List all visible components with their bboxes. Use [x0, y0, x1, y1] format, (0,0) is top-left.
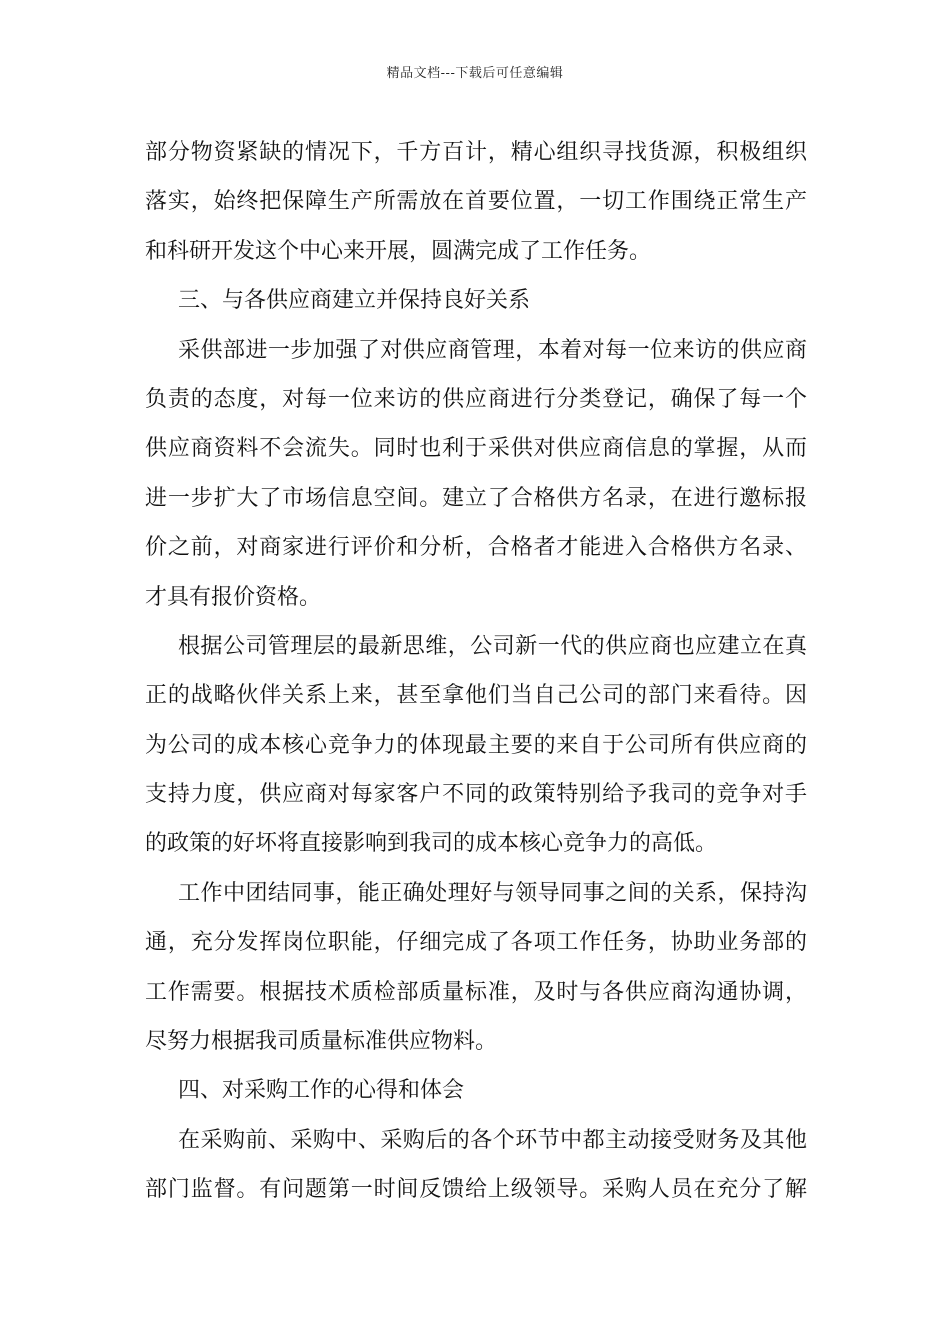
text-line: 价之前，对商家进行评价和分析，合格者才能进入合格供方名录、: [145, 535, 807, 561]
text-line: 在采购前、采购中、采购后的各个环节中都主动接受财务及其他: [178, 1127, 807, 1153]
page-header: 精品文档---下载后可任意编辑: [386, 66, 564, 81]
text-line: 尽努力根据我司质量标准供应物料。: [145, 1029, 498, 1055]
paragraph-supplier-management: [145, 326, 807, 622]
text-line: 部门监督。有问题第一时间反馈给上级领导。采购人员在充分了解: [145, 1177, 807, 1203]
section-heading-four: [145, 1066, 807, 1115]
text-line: 供应商资料不会流失。同时也利于采供对供应商信息的掌握，从而: [145, 436, 807, 462]
paragraph-continuation: [145, 128, 807, 276]
document-body: [145, 128, 807, 1215]
text-line: 采供部进一步加强了对供应商管理，本着对每一位来访的供应商: [178, 337, 807, 363]
text-line: 工作中团结同事，能正确处理好与领导同事之间的关系，保持沟: [178, 880, 807, 906]
heading-text: 三、与各供应商建立并保持良好关系: [178, 288, 531, 314]
text-line: 部分物资紧缺的情况下，千方百计，精心组织寻找货源，积极组织: [145, 140, 807, 165]
text-line: 进一步扩大了市场信息空间。建立了合格供方名录，在进行邀标报: [145, 485, 807, 511]
heading-text: 四、对采购工作的心得和体会: [178, 1078, 465, 1104]
text-line: 的政策的好坏将直接影响到我司的成本核心竞争力的高低。: [145, 831, 718, 857]
text-line: 工作需要。根据技术质检部质量标准，及时与各供应商沟通协调，: [145, 979, 807, 1005]
paragraph-teamwork: [145, 869, 807, 1067]
text-line: 通，充分发挥岗位职能，仔细完成了各项工作任务，协助业务部的: [145, 930, 807, 956]
text-line: 支持力度，供应商对每家客户不同的政策特别给予我司的竞争对手: [145, 782, 807, 808]
text-line: 落实，始终把保障生产所需放在首要位置，一切工作围绕正常生产: [145, 189, 807, 215]
text-line: 和科研开发这个中心来开展，圆满完成了工作任务。: [145, 238, 652, 264]
text-line: 正的战略伙伴关系上来，甚至拿他们当自己公司的部门来看待。因: [145, 683, 807, 709]
text-line: 负责的态度，对每一位来访的供应商进行分类登记，确保了每一个: [145, 386, 807, 412]
paragraph-strategic-partnership: [145, 622, 807, 869]
text-line: 才具有报价资格。: [145, 584, 322, 610]
text-line: 根据公司管理层的最新思维，公司新一代的供应商也应建立在真: [178, 633, 807, 659]
section-heading-three: [145, 276, 807, 325]
text-line: 为公司的成本核心竞争力的体现最主要的来自于公司所有供应商的: [145, 732, 807, 758]
paragraph-procurement-supervision: [145, 1116, 807, 1215]
